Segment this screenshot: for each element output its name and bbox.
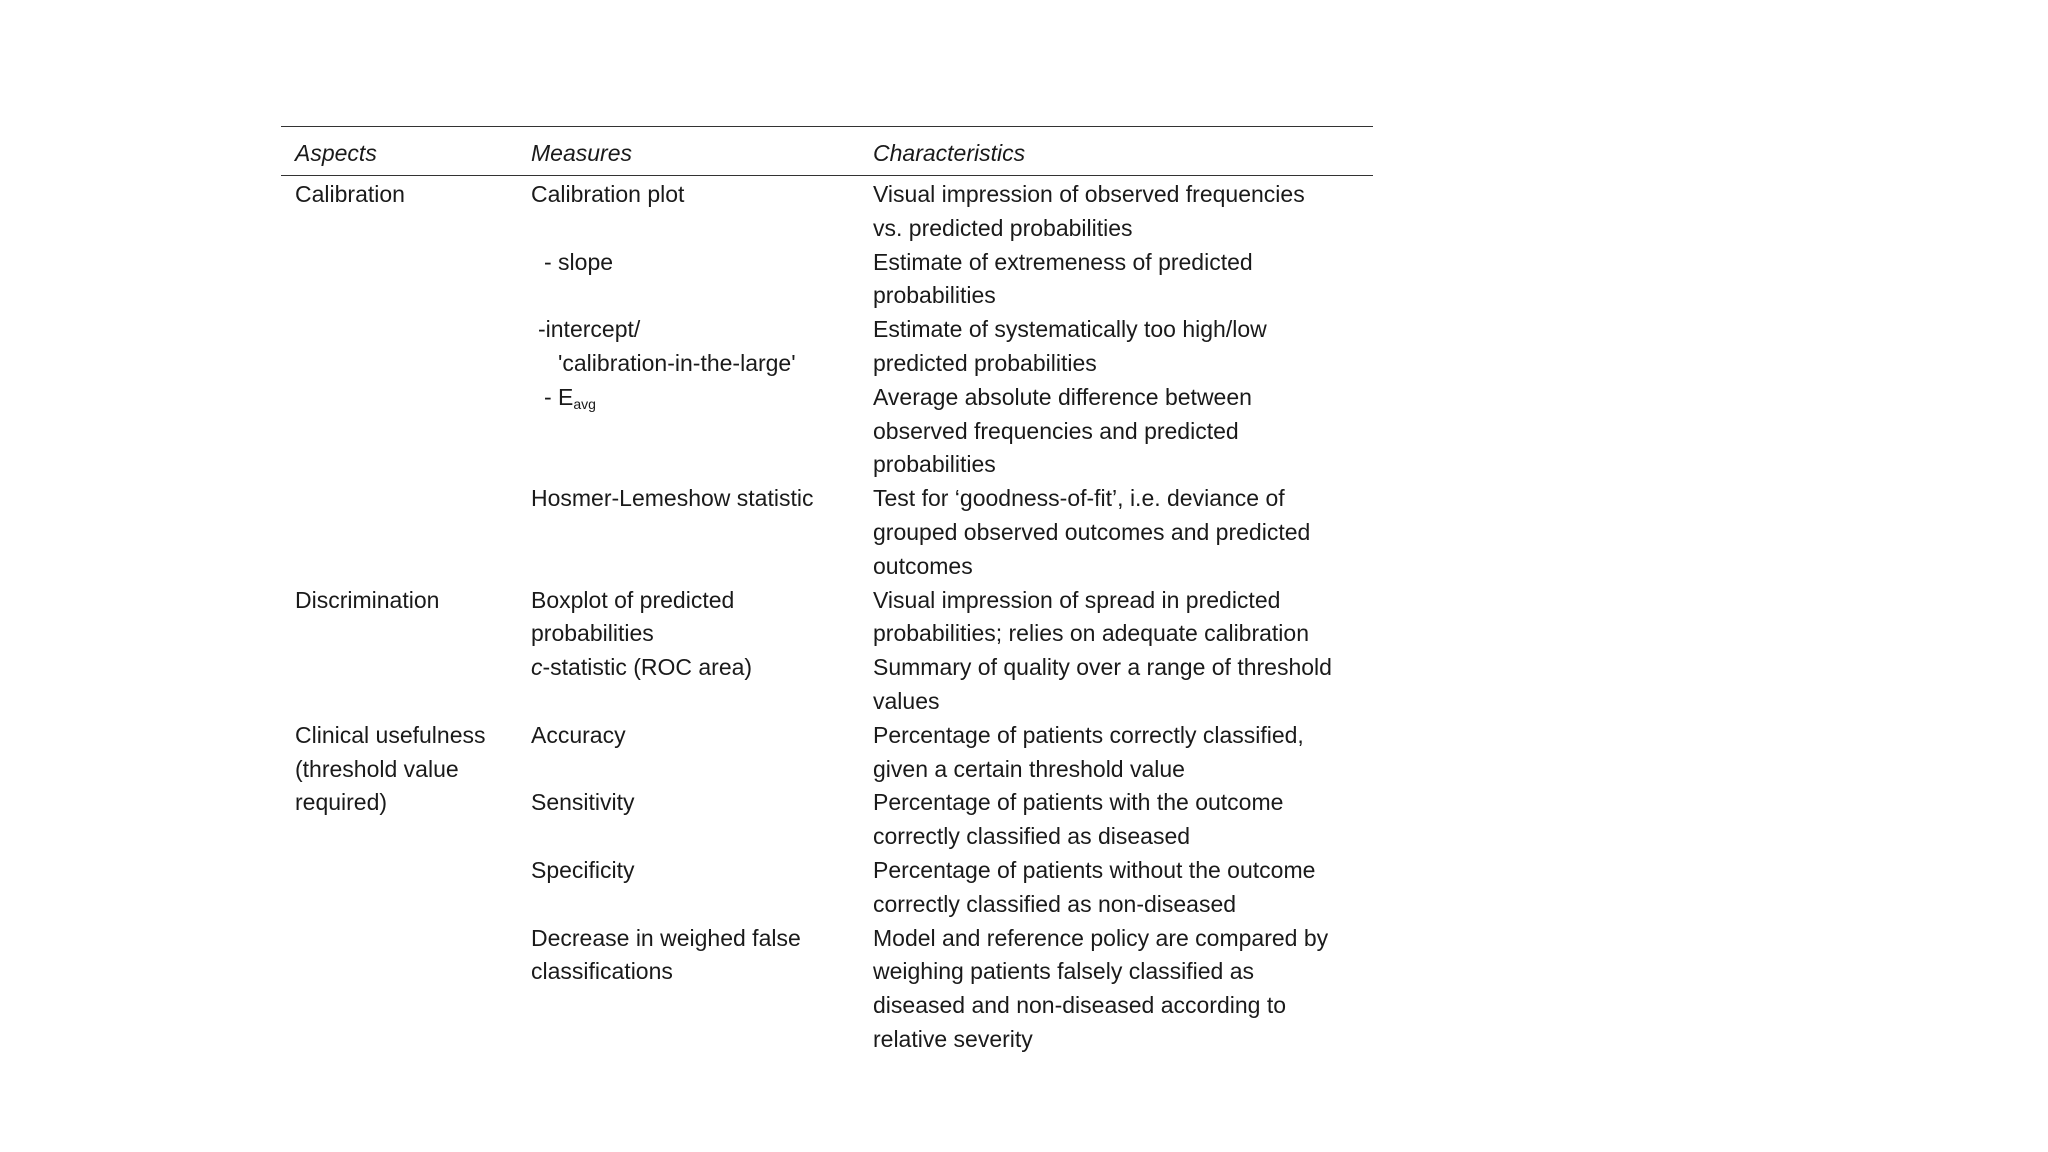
char-hosmer-2: grouped observed outcomes and predicted	[873, 519, 1311, 545]
char-sensitivity-1: Percentage of patients with the outcome	[873, 789, 1284, 816]
char-sensitivity-2: correctly classified as diseased	[873, 823, 1191, 850]
aspect-clinical-usefulness-1: Clinical usefulness	[295, 721, 486, 748]
char-eavg-2: observed frequencies and predicted	[873, 417, 1239, 444]
measure-eavg	[531, 381, 596, 415]
char-specificity-2: correctly classified as non-diseased	[873, 890, 1237, 917]
measure-intercept-2: 'calibration-in-the-large'	[558, 350, 796, 376]
char-intercept-2: predicted probabilities	[873, 350, 1097, 376]
char-accuracy-1: Percentage of patients correctly classified,	[873, 721, 1304, 748]
char-slope-2: probabilities	[873, 282, 996, 309]
measure-decrease-1: Decrease in weighed false	[531, 924, 801, 951]
measure-decrease-2: classifications	[531, 958, 673, 985]
char-c-statistic-1: Summary of quality over a range of threshold	[873, 654, 1332, 681]
aspect-clinical-usefulness-3: required)	[295, 789, 388, 816]
header-measures: Measures	[531, 140, 632, 166]
char-calibration-plot-1: Visual impression of observed frequencies	[873, 181, 1305, 207]
measure-accuracy: Accuracy	[531, 721, 626, 748]
char-c-statistic-2: values	[873, 688, 940, 714]
header-characteristics: Characteristics	[873, 140, 1026, 166]
measure-sensitivity: Sensitivity	[531, 789, 635, 816]
measure-slope: - slope	[544, 248, 614, 275]
char-hosmer-3: outcomes	[873, 552, 973, 579]
measure-eavg-subscript: avg	[573, 395, 596, 412]
char-calibration-plot-2: vs. predicted probabilities	[873, 214, 1133, 241]
header-aspects: Aspects	[295, 140, 377, 166]
measure-c-statistic-italic: c	[531, 654, 543, 681]
char-eavg-1: Average absolute difference between	[873, 383, 1252, 410]
char-eavg-3: probabilities	[873, 451, 996, 478]
char-decrease-1: Model and reference policy are compared by	[873, 924, 1329, 951]
measure-c-statistic	[531, 651, 752, 685]
measure-hosmer-lemeshow: Hosmer-Lemeshow statistic	[531, 485, 814, 512]
measure-boxplot-2: probabilities	[531, 620, 654, 647]
table-header-row	[281, 127, 1373, 175]
char-decrease-2: weighing patients falsely classified as	[873, 958, 1254, 985]
char-specificity-1: Percentage of patients without the outcome	[873, 857, 1316, 883]
measure-boxplot-1: Boxplot of predicted	[531, 586, 735, 613]
measure-intercept-1: -intercept/	[538, 316, 641, 343]
measure-c-statistic-rest: -statistic (ROC area)	[542, 654, 753, 681]
table-body	[281, 176, 1373, 1116]
measure-calibration-plot: Calibration plot	[531, 181, 685, 207]
char-boxplot-1: Visual impression of spread in predicted	[873, 586, 1281, 613]
measure-eavg-prefix: - E	[544, 383, 574, 410]
performance-measures-table	[281, 126, 1373, 1116]
aspect-discrimination: Discrimination	[295, 586, 440, 613]
aspect-calibration: Calibration	[295, 181, 405, 207]
char-accuracy-2: given a certain threshold value	[873, 755, 1185, 782]
char-boxplot-2: probabilities; relies on adequate calibration	[873, 620, 1310, 647]
char-hosmer-1: Test for ‘goodness-of-fit’, i.e. deviance of	[873, 485, 1285, 512]
char-decrease-4: relative severity	[873, 1026, 1033, 1052]
char-decrease-3: diseased and non-diseased according to	[873, 992, 1287, 1019]
char-slope-1: Estimate of extremeness of predicted	[873, 248, 1253, 275]
char-intercept-1: Estimate of systematically too high/low	[873, 316, 1267, 343]
measure-specificity: Specificity	[531, 857, 635, 883]
aspect-clinical-usefulness-2: (threshold value	[295, 755, 459, 782]
